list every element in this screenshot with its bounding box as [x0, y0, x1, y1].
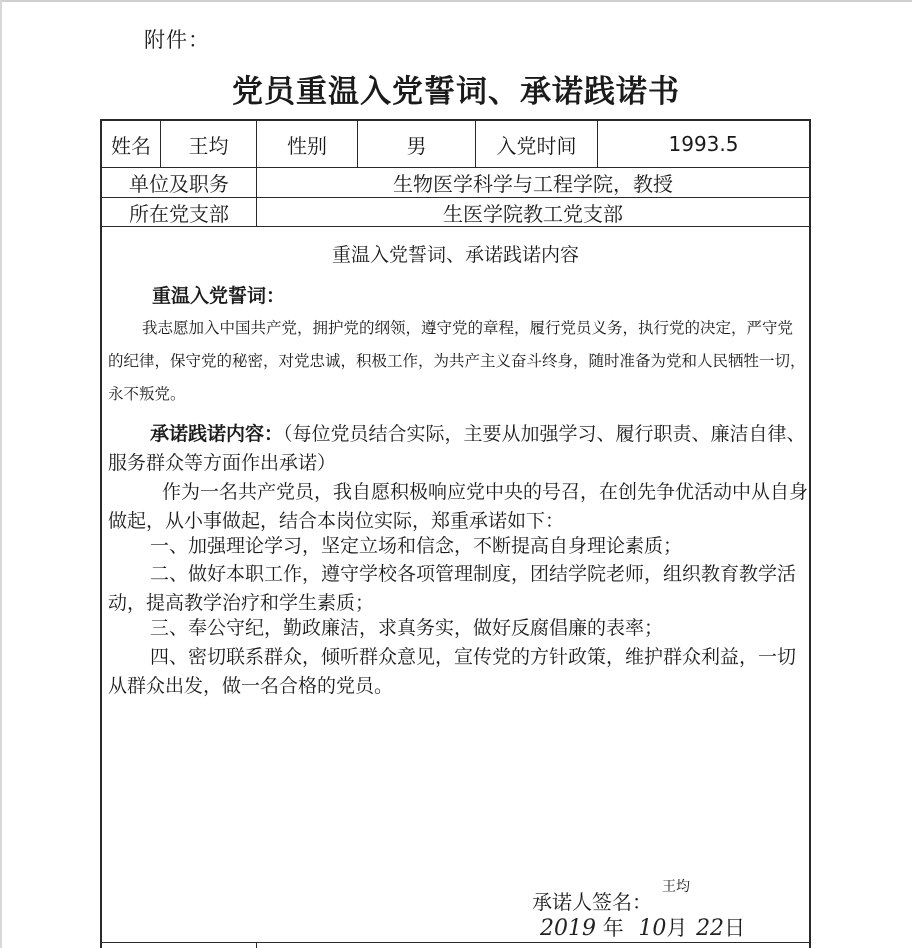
branch-label: 所在党支部 — [129, 201, 229, 226]
signature-day: 22 — [696, 916, 725, 941]
name-label: 姓名 — [111, 133, 151, 158]
table-col-divider — [256, 942, 257, 948]
signature-day-unit: 日 — [724, 916, 746, 940]
commit-item: 一、加强理论学习，坚定立场和信念，不断提高自身理论素质； — [150, 535, 683, 557]
commit-intro: 作为一名共产党员，我自愿积极响应党中央的号召，在创先争优活动中从自身做起，从小事做起，结合本岗位实际，郑重承诺如下： — [108, 481, 809, 532]
commit-item: 二、做好本职工作，遵守学校各项管理制度，团结学院老师，组织教育教学活动，提高教学治疗和学生素质； — [108, 563, 797, 614]
signature-year: 2019 — [540, 916, 596, 941]
signature-year-unit: 年 — [602, 916, 624, 940]
commit-note: （每位党员结合实际，主要从加强学习、履行职责、廉洁自律、服务群众等方面作出承诺） — [108, 423, 806, 474]
branch-value: 生医学院教工党支部 — [443, 201, 623, 226]
signature-label: 承诺人签名： — [532, 890, 652, 914]
join-date-label: 入党时间 — [496, 133, 577, 158]
oath-heading: 重温入党誓词： — [152, 285, 286, 307]
commit-section — [108, 420, 808, 478]
unit-label: 单位及职务 — [129, 172, 229, 196]
commit-item: 三、奉公守纪，勤政廉洁，求真务实，做好反腐倡廉的表率； — [150, 617, 664, 639]
unit-value: 生物医学科学与工程学院，教授 — [393, 172, 673, 196]
signature-month: 10 — [638, 916, 667, 941]
signature-name: 王均 — [662, 879, 690, 895]
section-heading: 重温入党誓词、承诺践诺内容 — [331, 244, 579, 266]
signature-month-unit: 月 — [666, 916, 688, 940]
attachment-label: 附件： — [144, 28, 210, 52]
name-value: 王均 — [188, 133, 229, 158]
scan-edge — [0, 0, 912, 2]
document-title — [0, 66, 912, 111]
oath-text: 我志愿加入中国共产党，拥护党的纲领，遵守党的章程，履行党员义务，执行党的决定，严守党的纪律，保守党的秘密，对党忠诚，积极工作，为共产主义奋斗终身，随时准备为党和人民牺牲一切，永不叛党。 — [108, 319, 806, 403]
gender-value: 男 — [406, 133, 427, 158]
commit-heading: 承诺践诺内容： — [150, 423, 284, 445]
document-title-text: 党员重温入党誓词、承诺践诺书 — [232, 74, 680, 110]
scan-edge — [0, 0, 2, 948]
commit-item: 四、密切联系群众，倾听群众意见，宣传党的方针政策，维护群众利益，一切从群众出发，做一名合格的党员。 — [108, 646, 797, 697]
join-date-value: 1993.5 — [668, 132, 739, 156]
signature-date — [540, 912, 745, 942]
table-bottom-line — [100, 942, 811, 943]
gender-label: 性别 — [287, 133, 327, 158]
